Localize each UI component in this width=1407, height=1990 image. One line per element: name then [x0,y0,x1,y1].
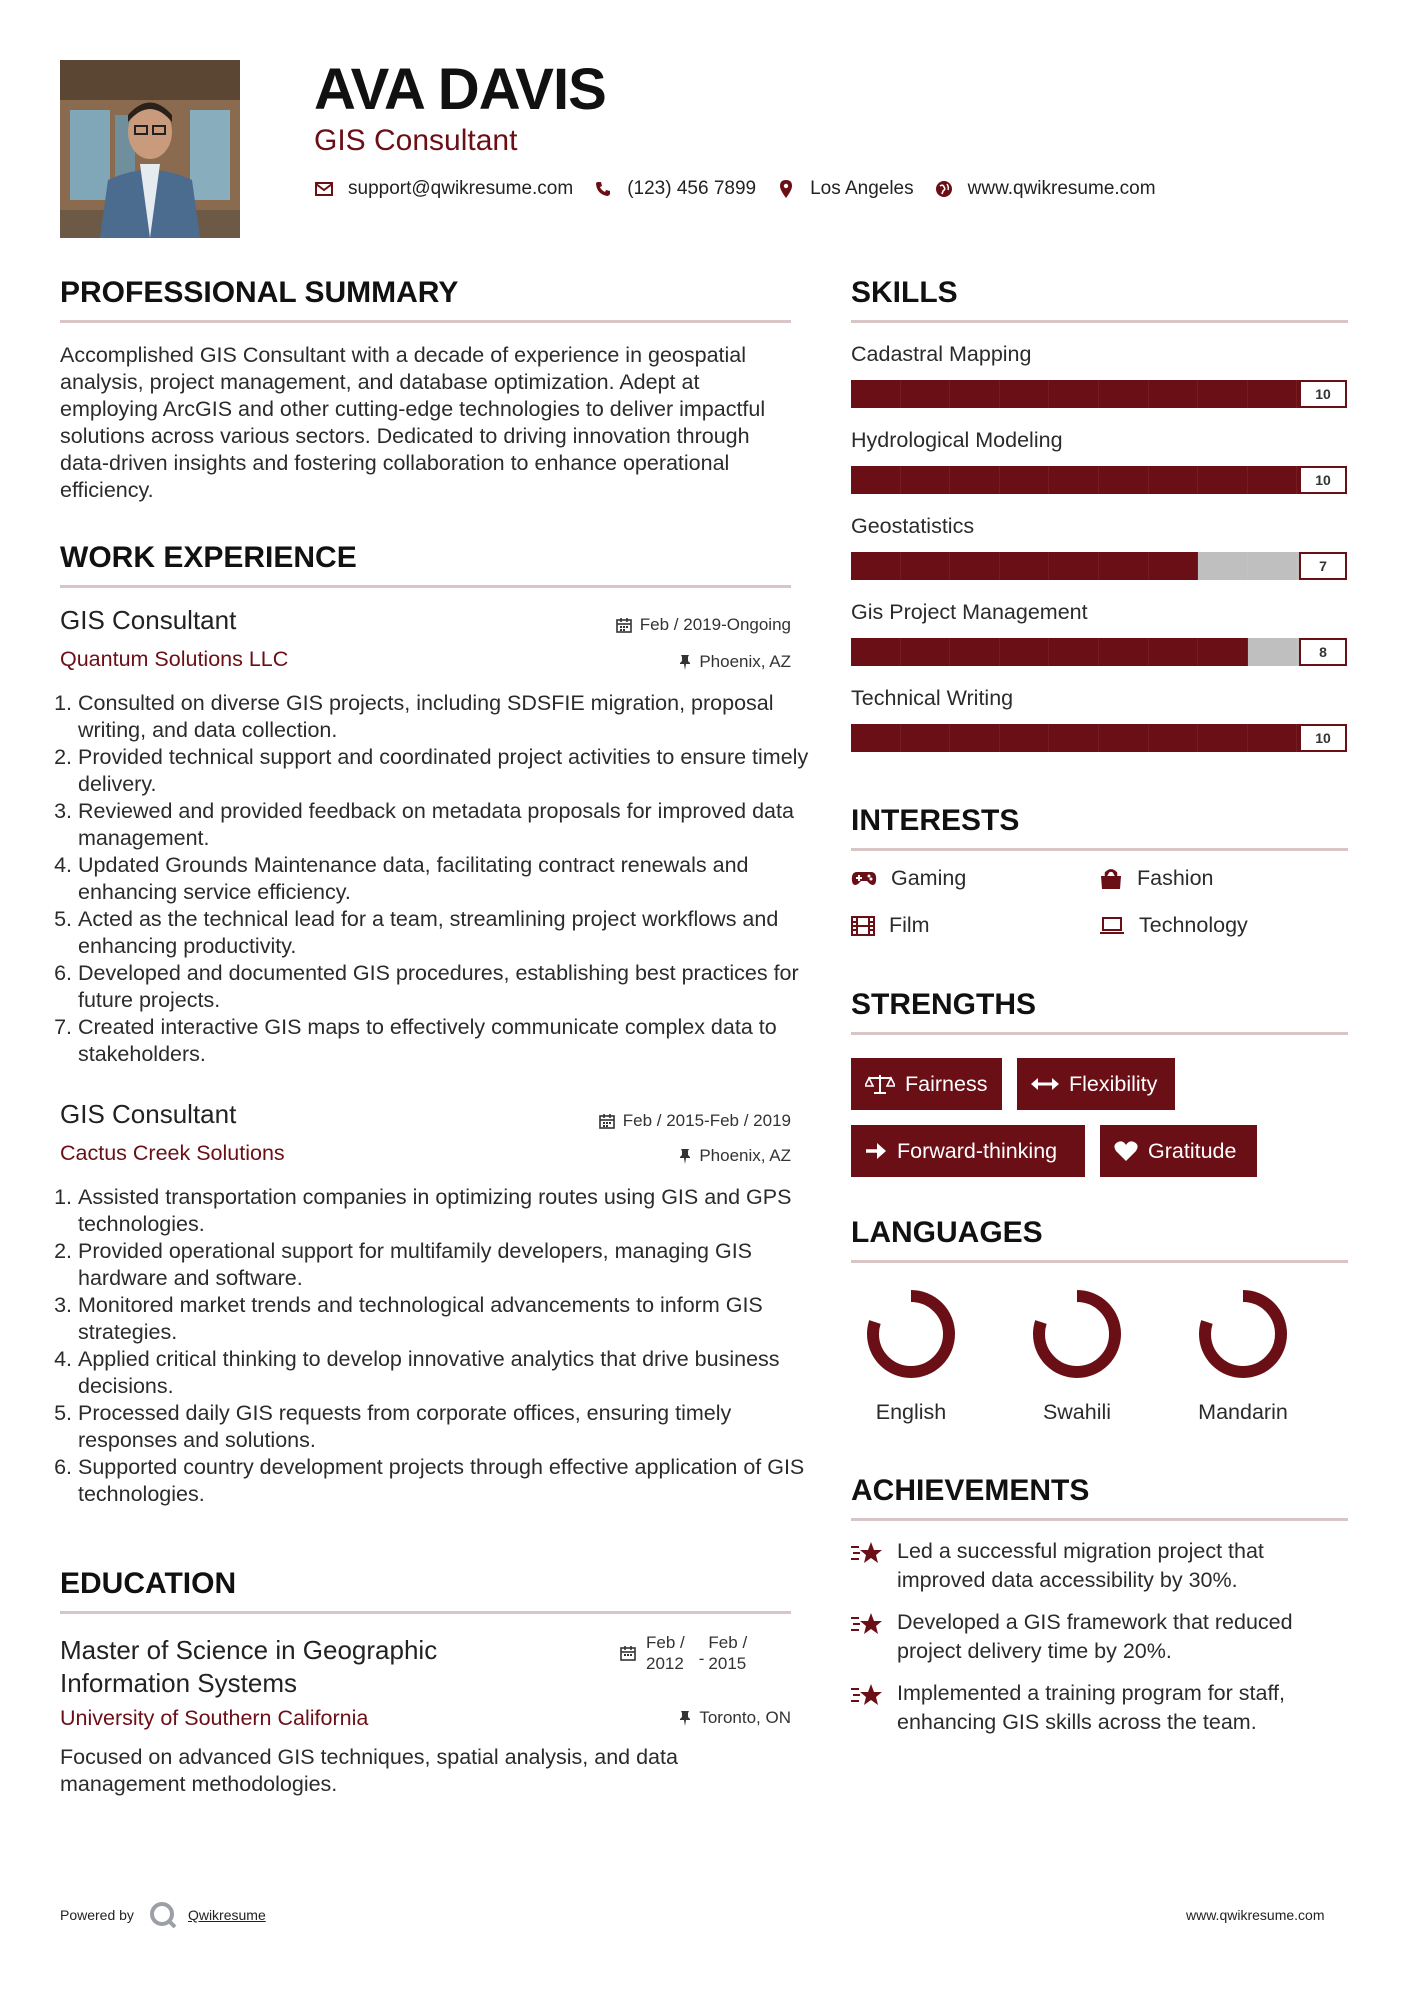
skill-bar-segment [1198,724,1248,752]
experience-divider [60,585,791,588]
language-ring [1029,1286,1125,1382]
language-ring-arc [1205,1296,1281,1372]
skill-bar-segment [1149,724,1199,752]
achievement-text: Developed a GIS framework that reduced project delivery time by 20%. [897,1610,1293,1663]
job-2-location [431,1146,791,1166]
summary-text: Accomplished GIS Consultant with a decade of experience in geospatial analysis, project management, and database optimization. Adept at employing ArcGIS and other cutting-edge technologies to deliver impactful solutions across various sectors. Dedicated to driving innovation through data-driven insights and fostering collaboration to enhance operational efficiency. [60,343,766,502]
film-icon [851,916,875,936]
skill-bar-segment [950,466,1000,494]
duty-item: 2. Provided operational support for multifamily developers, managing GIS hardware and software. [78,1238,809,1292]
balance-scale-icon [865,1073,895,1095]
skill-bar-segment [1248,724,1298,752]
achievement-item [851,1608,1348,1666]
language-ring-arc [1039,1296,1115,1372]
skill-bar-segment [1198,638,1248,666]
skill-bar-segment [1149,638,1199,666]
achievement-text: Implemented a training program for staff, enhancing GIS skills across the team. [897,1681,1285,1734]
languages-divider [851,1260,1348,1263]
duty-item: 1. Assisted transportation companies in optimizing routes using GIS and GPS technologies. [78,1184,809,1238]
skill-bar-segment [1099,466,1149,494]
skill-bar-segment [1149,466,1199,494]
skill-bar-segment [901,466,951,494]
heart-icon [1114,1140,1138,1162]
education-degree-line-1: Master of Science in Geographic [60,1635,438,1665]
skill-bar-segment [950,380,1000,408]
skill-level-bar [851,638,1347,666]
job-2-dates [431,1111,791,1131]
summary-divider [60,320,791,323]
duty-item: 4. Applied critical thinking to develop innovative analytics that drive business decisions. [78,1346,809,1400]
skill-bar-segment [1248,380,1298,408]
map-pin-icon [776,179,796,199]
education-date-separator: - [698,1648,705,1668]
education-location-text: Toronto, ON [699,1708,791,1727]
strength-chip-flexibility [1017,1058,1175,1110]
interests-divider [851,848,1348,851]
achievements-heading: ACHIEVEMENTS [851,1474,1090,1507]
skill-bar-segment [851,638,901,666]
skill-bar-segment [901,380,951,408]
contact-website[interactable]: www.qwikresume.com [967,178,1156,199]
job-1-dates-text: Feb / 2019-Ongoing [639,615,791,634]
education-degree [60,1634,437,1700]
interest-gaming [851,866,966,891]
strength-chip-forward-thinking [851,1125,1085,1177]
education-description: Focused on advanced GIS techniques, spatial analysis, and data management methodologies. [60,1745,678,1796]
language-ring-arc [873,1296,949,1372]
interest-label: Gaming [891,866,967,890]
skill-bar-segment [1198,380,1248,408]
skill-bar-segment [1049,380,1099,408]
skill-level-badge: 10 [1299,724,1347,752]
contact-phone[interactable]: (123) 456 7899 [627,178,757,199]
duty-item: 2. Provided technical support and coordinated project activities to ensure timely delivery. [78,744,809,798]
duty-item: 3. Reviewed and provided feedback on metadata proposals for improved data management. [78,798,809,852]
skill-level-badge: 10 [1299,466,1347,494]
language-label: Swahili [1042,1400,1112,1424]
skill-level-bar [851,380,1347,408]
achievement-item [851,1537,1348,1595]
contact-location: Los Angeles [810,178,914,199]
job-2-location-text: Phoenix, AZ [699,1146,791,1165]
skill-item [851,512,1348,598]
skill-bar-segment [950,638,1000,666]
skill-bar-segment [1149,380,1199,408]
education-degree-line-2: Information Systems [60,1668,297,1698]
skill-bar-segment [901,724,951,752]
skill-bar-segment [1000,638,1050,666]
education-date-end-year: 2015 [708,1654,747,1673]
duty-item: 7. Created interactive GIS maps to effectively communicate complex data to stakeholders. [78,1014,809,1068]
language-ring [1195,1286,1291,1382]
skill-level-badge: 10 [1299,380,1347,408]
skill-item [851,684,1348,770]
job-1-duties [60,690,809,1068]
skill-item [851,426,1348,512]
skills-divider [851,320,1348,323]
skill-bar-segment [1149,552,1199,580]
star-medal-icon [851,1681,885,1709]
interest-label: Technology [1139,913,1248,937]
footer-site[interactable]: www.qwikresume.com [1186,1907,1325,1923]
powered-by-label: Powered by [60,1907,134,1923]
strength-chip-fairness [851,1058,1002,1110]
arrows-horizontal-icon [1031,1077,1059,1091]
laptop-icon [1099,917,1125,935]
skill-bar-segment [1000,466,1050,494]
duty-item: 6. Developed and documented GIS procedures, establishing best practices for future projects. [78,960,809,1014]
skill-level-bar [851,724,1347,752]
education-date-start [646,1632,685,1674]
profile-photo [60,60,240,238]
candidate-name: AVA DAVIS [314,57,606,122]
strength-label: Gratitude [1148,1138,1237,1163]
education-location [431,1708,791,1728]
language-label: English [875,1400,947,1424]
strength-label: Flexibility [1069,1071,1158,1096]
education-school: University of Southern California [60,1706,369,1730]
strength-chip-gratitude [1100,1125,1257,1177]
interest-label: Fashion [1137,866,1214,890]
language-item [1183,1282,1303,1425]
skill-name: Hydrological Modeling [851,428,1063,452]
arrow-right-icon [865,1142,887,1160]
pushpin-icon [679,654,691,670]
calendar-icon [616,617,632,633]
skill-level-badge: 8 [1299,638,1347,666]
strength-label: Forward-thinking [897,1138,1058,1163]
pushpin-icon [679,1710,691,1726]
interest-fashion [1099,866,1214,891]
strengths-heading: STRENGTHS [851,988,1037,1021]
job-1-title: GIS Consultant [60,605,237,635]
skill-bar-segment [1198,466,1248,494]
pushpin-icon [679,1148,691,1164]
skill-name: Technical Writing [851,686,1014,710]
globe-icon [934,179,954,199]
skill-bar-segment [1000,724,1050,752]
skill-level-bar [851,552,1347,580]
education-date-end [708,1632,747,1674]
star-medal-icon [851,1610,885,1638]
skill-bar-segment [1248,638,1298,666]
phone-icon [593,179,613,199]
duty-item: 6. Supported country development projects through effective application of GIS technologies. [78,1454,809,1508]
skill-bar-segment [1099,380,1149,408]
languages-heading: LANGUAGES [851,1216,1043,1249]
skill-bar-segment [1248,466,1298,494]
duty-item: 5. Acted as the technical lead for a team, streamlining project workflows and enhancing productivity. [78,906,809,960]
skill-name: Cadastral Mapping [851,342,1032,366]
calendar-icon [620,1645,636,1661]
shopping-bag-icon [1099,868,1123,890]
duty-item: 4. Updated Grounds Maintenance data, facilitating contract renewals and enhancing service efficiency. [78,852,809,906]
qwikresume-link[interactable]: Qwikresume [187,1907,266,1923]
interests-heading: INTERESTS [851,804,1020,837]
skill-bar-segment [1049,552,1099,580]
skill-name: Geostatistics [851,514,975,538]
skill-bar-segment [1248,552,1298,580]
education-dates [620,1632,747,1674]
language-ring [863,1286,959,1382]
achievements-divider [851,1518,1348,1521]
language-label: Mandarin [1198,1400,1288,1424]
job-1-company: Quantum Solutions LLC [60,647,289,671]
skills-list [851,340,1348,770]
skill-bar-segment [851,724,901,752]
skill-bar-segment [901,638,951,666]
gamepad-icon [851,870,877,888]
skill-item [851,598,1348,684]
duty-item: 1. Consulted on diverse GIS projects, including SDSFIE migration, proposal writing, and data collection. [78,690,809,744]
job-1-location [431,652,791,672]
skill-level-bar [851,466,1347,494]
education-date-start-month: Feb / [646,1633,685,1652]
experience-heading: WORK EXPERIENCE [60,541,357,574]
skill-bar-segment [950,552,1000,580]
skill-bar-segment [1049,638,1099,666]
skills-heading: SKILLS [851,276,958,309]
skill-bar-segment [1099,724,1149,752]
language-item [1017,1282,1137,1425]
star-medal-icon [851,1539,885,1567]
contact-email[interactable]: support@qwikresume.com [348,178,574,199]
duty-item: 3. Monitored market trends and technological advancements to inform GIS strategies. [78,1292,809,1346]
job-1-dates [431,615,791,635]
footer-powered-by [60,1900,266,1930]
skill-bar-segment [1049,466,1099,494]
skill-item [851,340,1348,426]
job-2-duties [60,1184,809,1508]
education-date-end-month: Feb / [708,1633,748,1652]
job-2-dates-text: Feb / 2015-Feb / 2019 [622,1111,791,1130]
skill-bar-segment [1000,552,1050,580]
job-2-company: Cactus Creek Solutions [60,1141,285,1165]
envelope-icon [314,179,334,199]
education-date-start-year: 2012 [646,1654,684,1673]
education-heading: EDUCATION [60,1567,237,1600]
candidate-role: GIS Consultant [314,124,518,157]
skill-bar-segment [1099,638,1149,666]
skill-name: Gis Project Management [851,600,1088,624]
skill-bar-segment [1049,724,1099,752]
profile-photo-image [60,60,240,238]
skill-level-badge: 7 [1299,552,1347,580]
achievement-text: Led a successful migration project that improved data accessibility by 30%. [897,1539,1264,1592]
interest-label: Film [889,913,930,937]
job-2-title: GIS Consultant [60,1099,237,1129]
interest-film [851,913,930,938]
education-divider [60,1611,791,1614]
interest-technology [1099,913,1248,938]
skill-bar-segment [950,724,1000,752]
job-1-location-text: Phoenix, AZ [699,652,791,671]
duty-item: 5. Processed daily GIS requests from corporate offices, ensuring timely responses and solutions. [78,1400,809,1454]
language-item [851,1282,971,1425]
contact-bar [314,178,1176,200]
skill-bar-segment [1198,552,1248,580]
achievement-item [851,1679,1348,1737]
skill-bar-segment [1000,380,1050,408]
qwikresume-logo-icon [148,1900,178,1930]
skill-bar-segment [851,380,901,408]
skill-bar-segment [901,552,951,580]
skill-bar-segment [851,466,901,494]
skill-bar-segment [1099,552,1149,580]
calendar-icon [599,1113,615,1129]
strength-label: Fairness [905,1071,988,1096]
summary-heading: PROFESSIONAL SUMMARY [60,276,459,309]
skill-bar-segment [851,552,901,580]
strengths-divider [851,1032,1348,1035]
